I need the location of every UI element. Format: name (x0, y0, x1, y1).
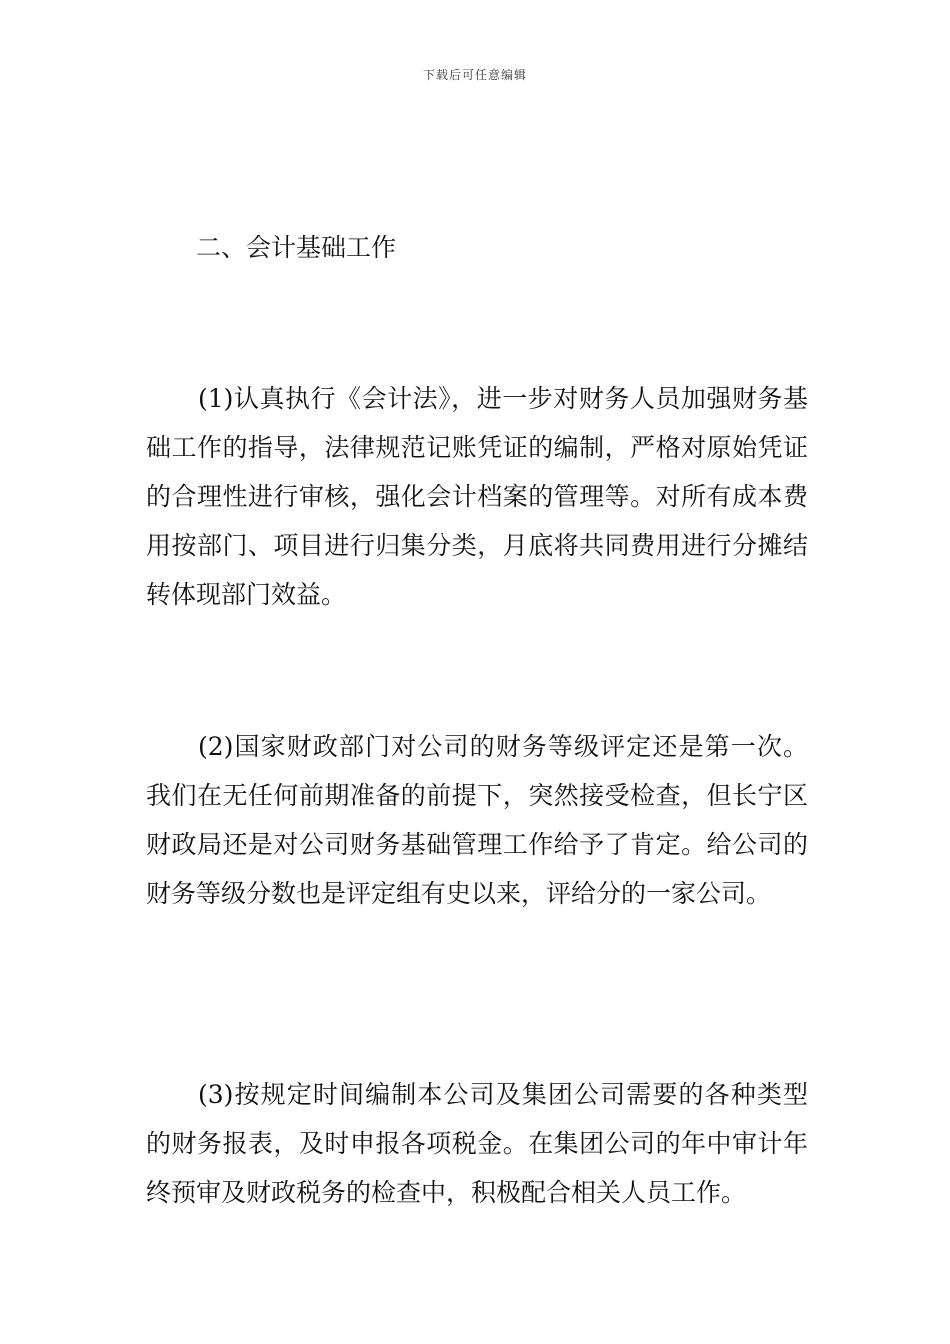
paragraph-3: (3)按规定时间编制本公司及集团公司需要的各种类型的财务报表，及时申报各项税金。在集团公司的年中审计年终预审及财政税务的检查中，积极配合相关人员工作。 (146, 1080, 808, 1207)
page-header-note: 下载后可任意编辑 (422, 68, 527, 82)
section-title: 二、会计基础工作 (196, 233, 397, 262)
paragraph-2: (2)国家财政部门对公司的财务等级评定还是第一次。我们在无任何前期准备的前提下，突然接受检查，但长宁区财政局还是对公司财务基础管理工作给予了肯定。给公司的财务等级分数也是评定组有史以来，评给分的一家公司。 (146, 732, 808, 908)
paragraph-1: (1)认真执行《会计法》，进一步对财务人员加强财务基础工作的指导，法律规范记账凭证的编制，严格对原始凭证的合理性进行审核，强化会计档案的管理等。对所有成本费用按部门、项目进行归集分类，月底将共同费用进行分摊结转体现部门效益。 (146, 384, 808, 609)
